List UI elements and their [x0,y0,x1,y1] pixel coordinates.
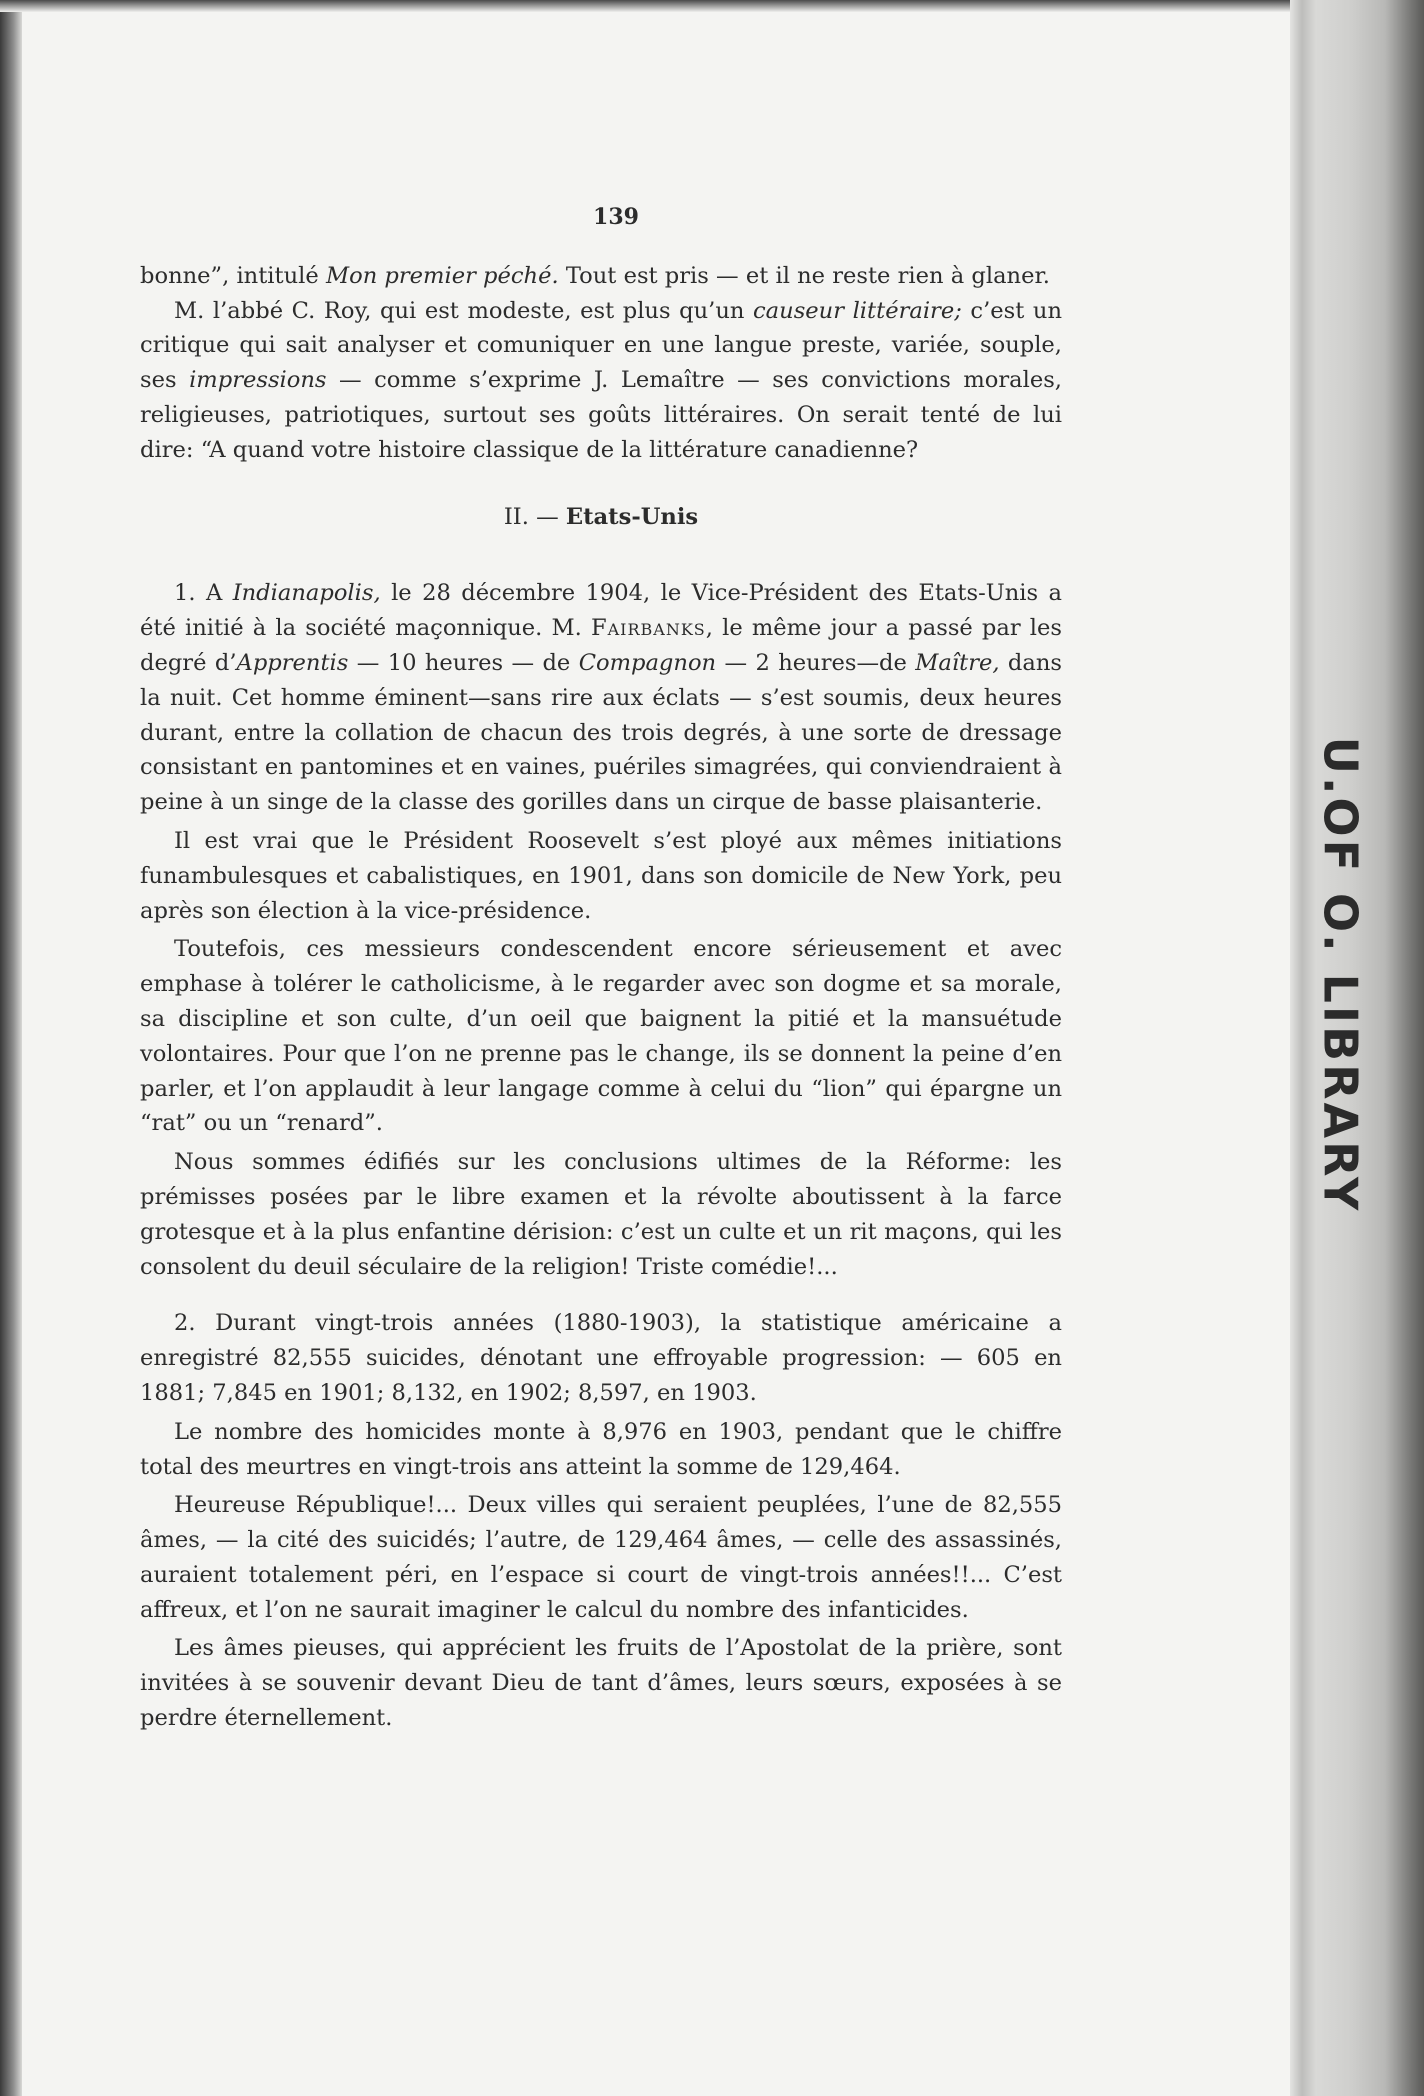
section-number: II. — [503,503,566,530]
section-heading [140,500,1062,535]
text-run: — comme s’exprime J. Lemaître — ses convictions morales, religieuses, patriotiques, surtout ses goûts littéraires. On serait tenté de lui dire: “A quand votre histoire classique de la littérature canadienne? [140,367,1062,463]
italic-phrase: Apprentis [236,649,349,676]
text-run: Tout est pris — et il ne reste rien à glaner. [558,262,1050,289]
paragraph-homicides: Le nombre des homicides monte à 8,976 en 1903, pendant que le chiffre total des meurtres en vingt-trois ans atteint la somme de 129,464. [140,1418,1062,1480]
person-name: Fairbanks [590,615,706,642]
paragraph-ames: Les âmes pieuses, qui apprécient les fruits de l’Apostolat de la prière, sont invitées à se souvenir devant Dieu de tant d’âmes, leurs sœurs, exposées à se perdre éternellement. [140,1635,1062,1732]
section-title: Etats-Unis [565,503,699,530]
text-run: — 2 heures—de [716,649,916,676]
title-italic: Mon premier péché. [325,262,559,289]
binding-left-edge [0,0,22,2096]
paragraph-intro-1 [140,259,1062,294]
italic-phrase: causeur littéraire; [753,297,962,324]
text-run: dans la nuit. Cet homme éminent—sans rire aux éclats — s’est soumis, deux heures durant, entre la collation de chacun des trois degrés, à une sorte de dressage consistant en pantomines et en vaines, puériles simagrées, qui conviendraient à peine à un singe de la classe des gorilles dans un cirque de basse plaisanterie. [140,649,1063,816]
paragraph-nous: Nous sommes édifiés sur les conclusions ultimes de la Réforme: les prémisses posées par le libre examen et la révolte aboutissent à la farce grotesque et à la plus enfantine dérision: c’est un culte et un rit maçons, qui les consolent du deuil séculaire de la religion! Triste comédie!... [140,1149,1062,1280]
text-run: , le même jour a passé par les degré d’ [140,615,1062,676]
text-run: bonne”, intitulé [140,262,326,289]
italic-phrase: Compagnon [578,649,717,676]
text-run: — 10 heures — de [348,649,579,676]
italic-phrase: Maître, [915,649,1000,676]
paragraph-toutefois: Toutefois, ces messieurs condescendent encore sérieusement et avec emphase à tolérer le catholicisme, à le regarder avec son dogme et sa morale, sa discipline et son culte, d’un oeil que baignent la pitié et la mansuétude volontaires. Pour que l’on ne prenne pas le change, ils se donnent la peine d’en parler, et l’on applaudit à leur langage comme à celui du “lion” qui épargne un “rat” ou un “renard”. [140,936,1062,1137]
library-stamp [1300,736,1380,1214]
paragraph-roosevelt: Il est vrai que le Président Roosevelt s’est ployé aux mêmes initiations funambulesques et cabalistiques, en 1901, dans son domicile de New York, peu après son élection à la vice-présidence. [140,827,1062,924]
page-number: 139 [593,204,639,230]
text-run: M. l’abbé C. Roy, qui est modeste, est plus qu’un [174,297,754,324]
italic-phrase: impressions [189,367,327,394]
paragraph-intro-2 [140,294,1062,468]
scan-top-edge [0,0,1424,12]
text-run: le 28 décembre 1904, le Vice-Président des Etats-Unis a été initié à la société maçonnique. M. [140,580,1062,642]
text-run: c’est un critique qui sait analyser et comuniquer en une langue preste, variée, souple, ses [140,297,1062,394]
paragraph-item-2: 2. Durant vingt-trois années (1880-1903), la statistique américaine a enregistré 82,555 suicides, dénotant une effroyable progression: — 605 en 1881; 7,845 en 1901; 8,132, en 1902; 8,597, en 1903. [140,1310,1062,1406]
paragraph-item-1 [140,576,1062,820]
page-text [140,200,1062,1736]
paragraph-heureuse: Heureuse République!... Deux villes qui seraient peuplées, l’une de 82,555 âmes, — la cité des suicidés; l’autre, de 129,464 âmes, — celle des assassinés, auraient totalement péri, en l’espace si court de vingt-trois années!!... C’est affreux, et l’on ne saurait imaginer le calcul du nombre des infanticides. [140,1492,1062,1623]
italic-phrase: Indianapolis, [232,580,381,607]
library-stamp-text: U.OF O. LIBRARY [1313,736,1367,1214]
text-run: 1. A [174,580,233,607]
